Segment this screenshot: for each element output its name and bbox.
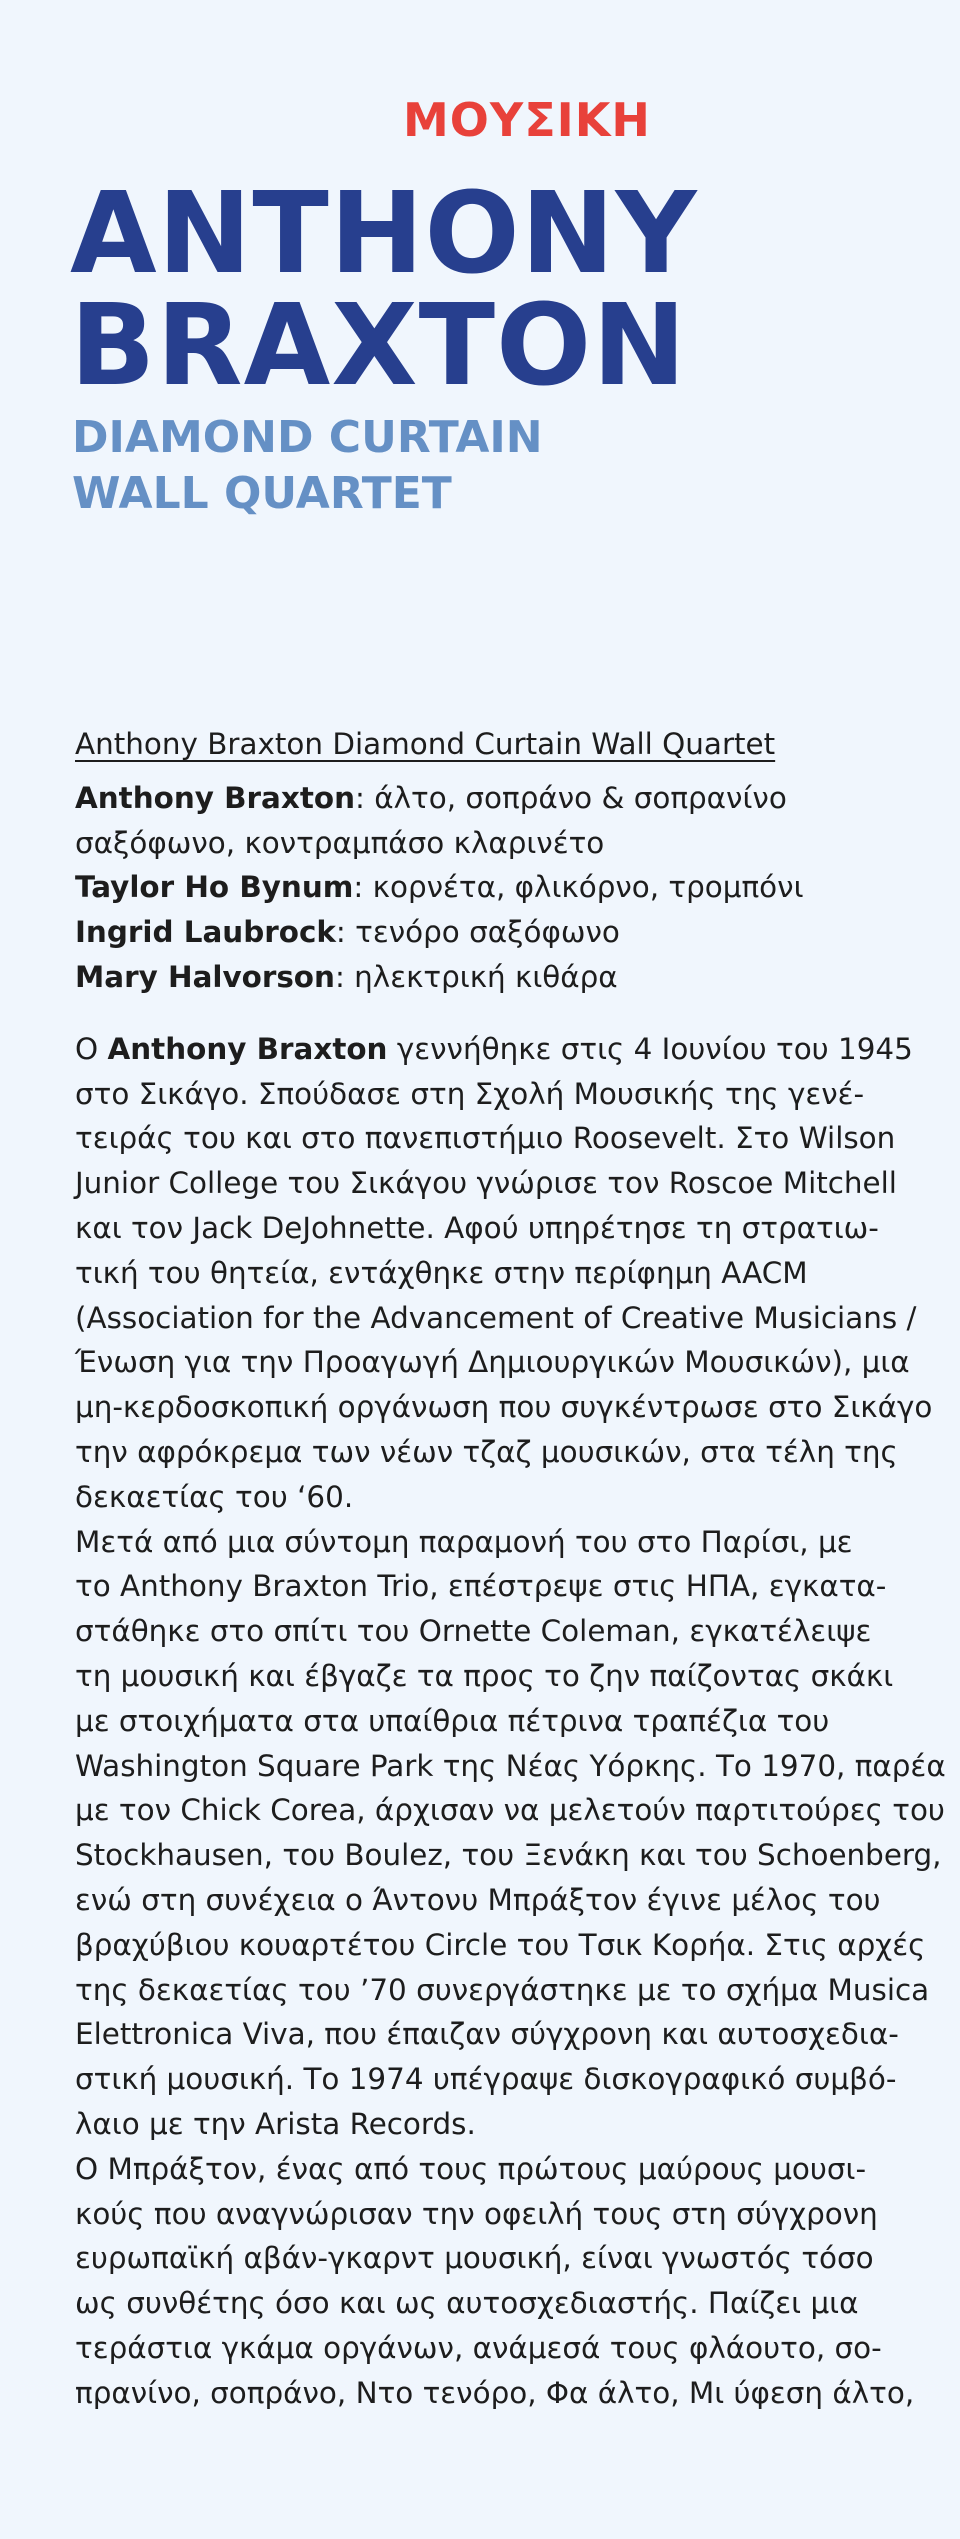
biography [75,1027,955,2416]
bio-paragraph-2-line: το Anthony Braxton Trio, επέστρεψε στις ΗΠΑ, εγκατα- [75,1569,887,1604]
ensemble-subtitle [72,410,543,522]
bio-paragraph-2-line: τη μουσική και έβγαζε τα προς το ζην παίζοντας σκάκι [75,1658,894,1693]
bio-artist-name: Anthony Braxton [107,1031,388,1066]
ensemble-subtitle-line-2: WALL QUARTET [72,468,452,519]
bio-paragraph-1-line: τική του θητεία, εντάχθηκε στην περίφημη AACM [75,1255,808,1290]
bio-paragraph-1-line [75,1027,955,1072]
bio-paragraph-1-line: μη-κερδοσκοπική οργάνωση που συγκέντρωσε στο Σικάγο [75,1390,933,1425]
lineup-title: Anthony Braxton Diamond Curtain Wall Quartet [75,727,776,761]
bio-paragraph-3-line: ως συνθέτης όσο και ως αυτοσχεδιαστής. Παίζει μια [75,2286,859,2321]
bio-paragraph-2-line: στική μουσική. Το 1974 υπέγραψε δισκογραφικό συμβό- [75,2062,897,2097]
bio-paragraph-1-line: δεκαετίας του ‘60. [75,1479,354,1514]
bio-paragraph-2-line: ενώ στη συνέχεια ο Άντονυ Μπράξτον έγινε μέλος του [75,1882,881,1917]
bio-paragraph-3-line: πρανίνο, σοπράνο, Ντο τενόρο, Φα άλτο, Μι ύφεση άλτο, [75,2375,915,2410]
bio-paragraph-2-line: στάθηκε στο σπίτι του Ornette Coleman, εγκατέλειψε [75,1614,872,1649]
lineup-member [75,776,955,821]
member-role: : ηλεκτρική κιθάρα [334,959,618,994]
bio-paragraph-1-line: και τον Jack DeJohnette. Αφού υπηρέτησε τη στρατιω- [75,1210,879,1245]
lineup-member [75,955,955,1000]
bio-paragraph-2-line: Μετά από μια σύντομη παραμονή του στο Παρίσι, με [75,1524,853,1559]
bio-paragraph-2-line: βραχύβιου κουαρτέτου Circle του Τσικ Κορήα. Στις αρχές [75,1927,926,1962]
artist-title-line-1: ANTHONY [70,169,698,299]
bio-paragraph-2-line: με στοιχήματα στα υπαίθρια πέτρινα τραπέζια του [75,1703,830,1738]
bio-paragraph-1-line: Junior College του Σικάγου γνώρισε τον Roscoe Mitchell [75,1166,897,1201]
bio-paragraph-3-line: κούς που αναγνώρισαν την οφειλή τους στη σύγχρονη [75,2196,878,2231]
ensemble-subtitle-line-1: DIAMOND CURTAIN [72,412,543,463]
bio-paragraph-2-line: της δεκαετίας του ’70 συνεργάστηκε με το σχήμα Musica [75,1972,930,2007]
member-name: Mary Halvorson [75,959,335,994]
bio-paragraph-2-line: λαιο με την Arista Records. [75,2106,476,2141]
bio-paragraph-2-line: Stockhausen, του Boulez, του Ξενάκη και του Schoenberg, [75,1838,942,1873]
bio-paragraph-2-line: Washington Square Park της Νέας Υόρκης. Το 1970, παρέα [75,1748,946,1783]
bio-paragraph-1-line: Ένωση για την Προαγωγή Δημιουργικών Μουσικών), μια [75,1345,910,1380]
bio-paragraph-1-line: στο Σικάγο. Σπούδασε στη Σχολή Μουσικής της γενέ- [75,1076,865,1111]
member-role: : τενόρο σαξόφωνο [335,915,620,950]
bio-text: Ο [75,1031,108,1066]
bio-paragraph-1-line: (Association for the Advancement of Creative Musicians / [75,1300,917,1335]
bio-paragraph-1-line: την αφρόκρεμα των νέων τζαζ μουσικών, στα τέλη της [75,1434,898,1469]
member-name: Taylor Ho Bynum [75,870,354,905]
lineup-member [75,910,955,955]
bio-paragraph-3-line: ευρωπαϊκή αβάν-γκαρντ μουσική, είναι γνωστός τόσο [75,2241,874,2276]
bio-paragraph-2-line: με τον Chick Corea, άρχισαν να μελετούν παρτιτούρες του [75,1793,945,1828]
bio-paragraph-1-line: τειράς του και στο πανεπιστήμιο Roosevelt. Στο Wilson [75,1121,896,1156]
bio-text: γεννήθηκε στις 4 Ιουνίου του 1945 [387,1031,913,1066]
page-header [0,0,960,560]
bio-paragraph-2-line: Elettronica Viva, που έπαιζαν σύγχρονη και αυτοσχεδια- [75,2017,899,2052]
member-role: : κορνέτα, φλικόρνο, τρομπόνι [353,870,804,905]
lineup-member [75,865,955,910]
lineup-member-role-continued: σαξόφωνο, κοντραμπάσο κλαρινέτο [75,825,605,860]
member-name: Ingrid Laubrock [75,915,336,950]
bio-paragraph-3-line: Ο Μπράξτον, ένας από τους πρώτους μαύρους μουσι- [75,2151,867,2186]
artist-title-line-2: BRAXTON [70,281,687,411]
member-role: : άλτο, σοπράνο & σοπρανίνο [355,780,787,815]
member-name: Anthony Braxton [75,780,356,815]
category-label: ΜΟΥΣΙΚΗ [403,93,651,147]
article-body [75,722,955,2415]
artist-title [70,169,698,411]
bio-paragraph-3-line: τεράστια γκάμα οργάνων, ανάμεσά τους φλάουτο, σο- [75,2330,882,2365]
